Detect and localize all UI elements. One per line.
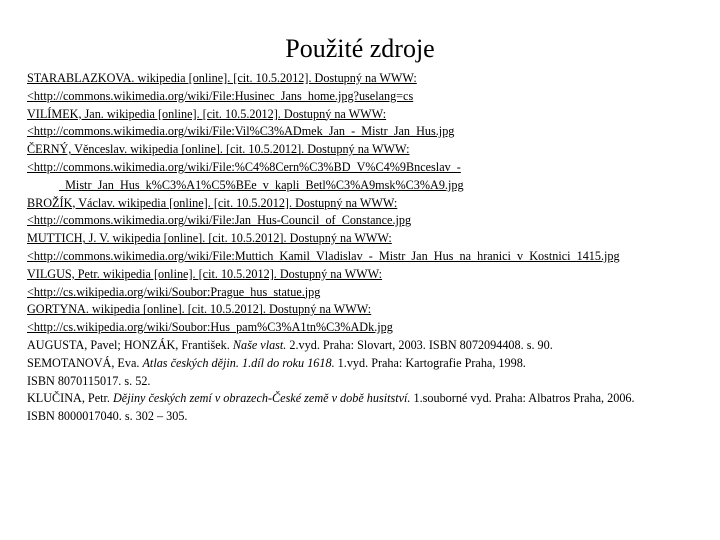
- book-authors: AUGUSTA, Pavel; HONZÁK, František.: [27, 337, 230, 352]
- reference-line[interactable]: [27, 106, 707, 124]
- reference-link[interactable]: VILÍMEK, Jan. wikipedia [online]. [cit. 10.5.2012]. Dostupný na WWW:: [27, 106, 387, 121]
- reference-line[interactable]: [27, 195, 707, 213]
- book-reference: [27, 408, 707, 426]
- reference-link[interactable]: <http://commons.wikimedia.org/wiki/File:Husinec_Jans_home.jpg?uselang=cs: [27, 88, 414, 103]
- reference-link[interactable]: <http://commons.wikimedia.org/wiki/File:Jan_Hus-Council_of_Constance.jpg: [27, 213, 412, 228]
- reference-link[interactable]: MUTTICH, J. V. wikipedia [online]. [cit. 10.5.2012]. Dostupný na WWW:: [27, 231, 392, 246]
- book-details: 2.vyd. Praha: Slovart, 2003. ISBN 8072094408. s. 90.: [289, 337, 553, 352]
- reference-link[interactable]: ČERNÝ, Věnceslav. wikipedia [online]. [cit. 10.5.2012]. Dostupný na WWW:: [27, 142, 410, 157]
- book-title: Dějiny českých zemí v obrazech-České země v době husitství.: [112, 391, 411, 406]
- reference-line[interactable]: [27, 301, 707, 319]
- reference-link[interactable]: BROŽÍK, Václav. wikipedia [online]. [cit. 10.5.2012]. Dostupný na WWW:: [27, 195, 398, 210]
- reference-line[interactable]: [27, 70, 707, 88]
- book-reference: [27, 337, 707, 355]
- reference-line[interactable]: [27, 248, 707, 266]
- reference-line[interactable]: [27, 319, 707, 337]
- references-list: [27, 70, 707, 426]
- book-authors: SEMOTANOVÁ, Eva.: [27, 355, 140, 370]
- book-title: Naše vlast.: [232, 337, 287, 352]
- page-title: Použité zdroje: [285, 34, 435, 63]
- reference-link[interactable]: <http://commons.wikimedia.org/wiki/File:Muttich_Kamil_Vladislav_-_Mistr_Jan_Hus_na_hranici_v_Kostnici_1415.jpg: [27, 248, 620, 263]
- reference-link[interactable]: <http://commons.wikimedia.org/wiki/File:Vil%C3%ADmek_Jan_-_Mistr_Jan_Hus.jpg: [27, 124, 455, 139]
- reference-line[interactable]: [27, 266, 707, 284]
- book-authors: KLUČINA, Petr.: [27, 391, 110, 406]
- reference-link[interactable]: _Mistr_Jan_Hus_k%C3%A1%C5%BEe_v_kapli_Betl%C3%A9msk%C3%A9.jpg: [59, 177, 464, 192]
- book-title: Atlas českých dějin. 1.díl do roku 1618.: [142, 355, 335, 370]
- reference-link[interactable]: <http://commons.wikimedia.org/wiki/File:%C4%8Cern%C3%BD_V%C4%9Bnceslav_-: [27, 159, 461, 174]
- reference-line[interactable]: [27, 141, 707, 159]
- reference-line[interactable]: [27, 230, 707, 248]
- reference-line[interactable]: [27, 284, 707, 302]
- reference-link[interactable]: VILGUS, Petr. wikipedia [online]. [cit. 10.5.2012]. Dostupný na WWW:: [27, 266, 383, 281]
- book-isbn: ISBN 8070115017. s. 52.: [27, 373, 151, 388]
- reference-line[interactable]: [27, 88, 707, 106]
- reference-link[interactable]: GORTYNA. wikipedia [online]. [cit. 10.5.2012]. Dostupný na WWW:: [27, 302, 372, 317]
- reference-line[interactable]: [27, 123, 707, 141]
- reference-link[interactable]: <http://cs.wikipedia.org/wiki/Soubor:Hus_pam%C3%A1tn%C3%ADk.jpg: [27, 320, 393, 335]
- reference-link[interactable]: <http://cs.wikipedia.org/wiki/Soubor:Prague_hus_statue.jpg: [27, 284, 321, 299]
- reference-line[interactable]: [27, 177, 707, 195]
- reference-link[interactable]: STARABLAZKOVA. wikipedia [online]. [cit. 10.5.2012]. Dostupný na WWW:: [27, 71, 417, 85]
- reference-line[interactable]: [27, 159, 707, 177]
- book-details: 1.souborné vyd. Praha: Albatros Praha, 2006.: [413, 391, 635, 406]
- book-isbn: ISBN 8000017040. s. 302 – 305.: [27, 409, 188, 424]
- reference-line[interactable]: [27, 212, 707, 230]
- book-reference: [27, 355, 707, 373]
- book-details: 1.vyd. Praha: Kartografie Praha, 1998.: [337, 355, 526, 370]
- book-reference: [27, 373, 707, 391]
- book-reference: [27, 390, 707, 408]
